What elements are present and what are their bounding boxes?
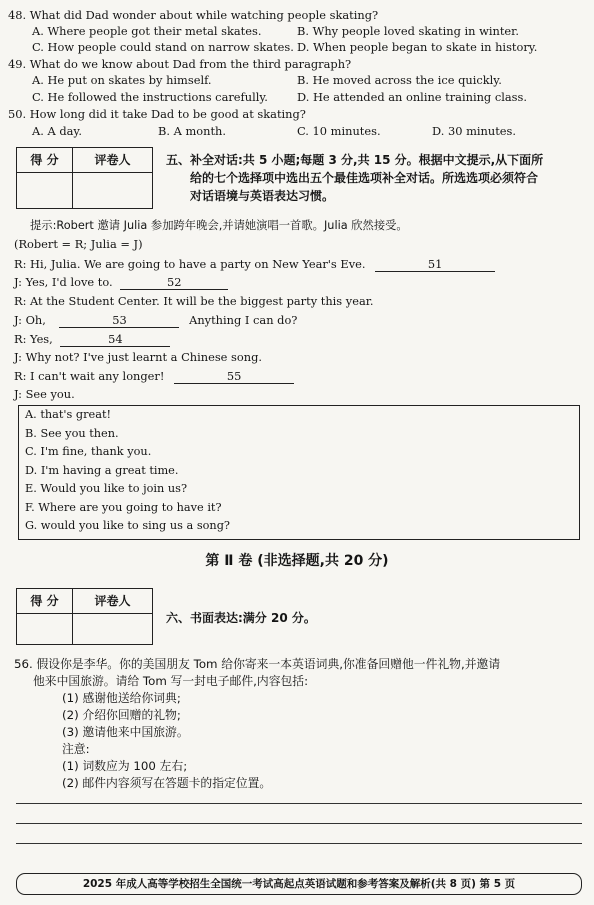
- score-label-2: 得 分: [17, 589, 73, 614]
- section5-roles: (Robert = R; Julia = J): [14, 237, 143, 251]
- option-f: F. Where are you going to have it?: [25, 500, 222, 514]
- dialogue-text-4b: Anything I can do?: [189, 313, 298, 327]
- blank-51[interactable]: 51: [375, 258, 495, 272]
- writing-point-1: (1) 感谢他送给你词典;: [62, 691, 181, 705]
- section6-heading: 六、书面表达:满分 20 分。: [166, 611, 316, 625]
- writing-prompt-2: 他来中国旅游。请给 Tom 写一封电子邮件,内容包括:: [33, 674, 309, 688]
- page-footer: 2025 年成人高等学校招生全国统一考试高起点英语试题和参考答案及解析(共 8 页) 第 5 页: [16, 873, 582, 895]
- blank-52[interactable]: 52: [120, 276, 228, 290]
- score-box-2: [16, 588, 153, 645]
- blank-55[interactable]: 55: [174, 370, 294, 384]
- dialogue-line-7: [14, 369, 294, 384]
- section5-instructions-1: 五、补全对话:共 5 小题;每题 3 分,共 15 分。根据中文提示,从下面所: [166, 153, 544, 167]
- dialogue-line-8: J: See you.: [14, 387, 75, 401]
- q50-option-a: A. A day.: [32, 124, 82, 138]
- part2-title: 第 Ⅱ 卷 (非选择题,共 20 分): [205, 553, 389, 569]
- dialogue-text-7: R: I can't wait any longer!: [14, 369, 165, 383]
- option-b: B. See you then.: [25, 426, 119, 440]
- writing-note-label: 注意:: [62, 742, 90, 756]
- answer-line-3[interactable]: [16, 843, 582, 844]
- option-d: D. I'm having a great time.: [25, 463, 179, 477]
- q50-stem: 50. How long did it take Dad to be good at skating?: [8, 107, 306, 121]
- dialogue-line-3: R: At the Student Center. It will be the biggest party this year.: [14, 294, 374, 308]
- option-e: E. Would you like to join us?: [25, 482, 188, 495]
- dialogue-text-2: J: Yes, I'd love to.: [14, 275, 113, 289]
- grader-label-2: 评卷人: [73, 589, 152, 614]
- option-g: G. would you like to sing us a song?: [25, 519, 230, 532]
- dialogue-text-1: R: Hi, Julia. We are going to have a party on New Year's Eve.: [14, 257, 366, 271]
- dialogue-line-2: [14, 275, 228, 290]
- writing-point-3: (3) 邀请他来中国旅游。: [62, 725, 189, 739]
- q48-stem: 48. What did Dad wonder about while watching people skating?: [8, 8, 379, 22]
- dialogue-line-1: [14, 257, 495, 272]
- dialogue-text-4a: J: Oh,: [14, 313, 46, 327]
- q49-option-a: A. He put on skates by himself.: [32, 73, 212, 87]
- section5-instructions-3: 对话语境与英语表达习惯。: [190, 189, 335, 203]
- q50-option-c: C. 10 minutes.: [297, 124, 381, 138]
- q48-option-a: A. Where people got their metal skates.: [32, 24, 262, 38]
- q49-option-b: B. He moved across the ice quickly.: [297, 73, 502, 87]
- dialogue-text-5: R: Yes,: [14, 332, 53, 346]
- blank-54[interactable]: 54: [60, 333, 170, 347]
- dialogue-line-4: [14, 313, 297, 328]
- grader-label: 评卷人: [73, 148, 152, 173]
- score-cell: [17, 173, 73, 208]
- option-c: C. I'm fine, thank you.: [25, 445, 152, 458]
- blank-53[interactable]: 53: [59, 314, 179, 328]
- section5-hint: 提示:Robert 邀请 Julia 参加跨年晚会,并请她演唱一首歌。Julia 欣然接受。: [30, 219, 408, 232]
- section5-instructions-2: 给的七个选择项中选出五个最佳选项补全对话。所选选项必须符合: [190, 171, 539, 185]
- answer-line-1[interactable]: [16, 803, 582, 804]
- q48-option-c: C. How people could stand on narrow skates.: [32, 40, 294, 54]
- q49-option-c: C. He followed the instructions carefully.: [32, 90, 268, 104]
- options-box: [18, 405, 580, 540]
- score-label: 得 分: [17, 148, 73, 173]
- q48-option-d: D. When people began to skate in history.: [297, 40, 538, 54]
- dialogue-line-5: [14, 332, 170, 347]
- score-box: [16, 147, 153, 209]
- writing-point-2: (2) 介绍你回赠的礼物;: [62, 708, 181, 722]
- q50-option-d: D. 30 minutes.: [432, 124, 516, 138]
- q49-option-d: D. He attended an online training class.: [297, 90, 527, 104]
- writing-note-2: (2) 邮件内容须写在答题卡的指定位置。: [62, 776, 272, 790]
- score-cell-2: [17, 614, 73, 644]
- answer-line-2[interactable]: [16, 823, 582, 824]
- option-a: A. that's great!: [25, 408, 112, 421]
- writing-note-1: (1) 词数应为 100 左右;: [62, 759, 188, 773]
- q49-stem: 49. What do we know about Dad from the third paragraph?: [8, 57, 352, 71]
- writing-prompt-1: 56. 假设你是李华。你的美国朋友 Tom 给你寄来一本英语词典,你准备回赠他一件礼物,并邀请: [14, 657, 501, 671]
- dialogue-line-6: J: Why not? I've just learnt a Chinese song.: [14, 350, 262, 364]
- q50-option-b: B. A month.: [158, 124, 226, 138]
- q48-option-b: B. Why people loved skating in winter.: [297, 24, 519, 38]
